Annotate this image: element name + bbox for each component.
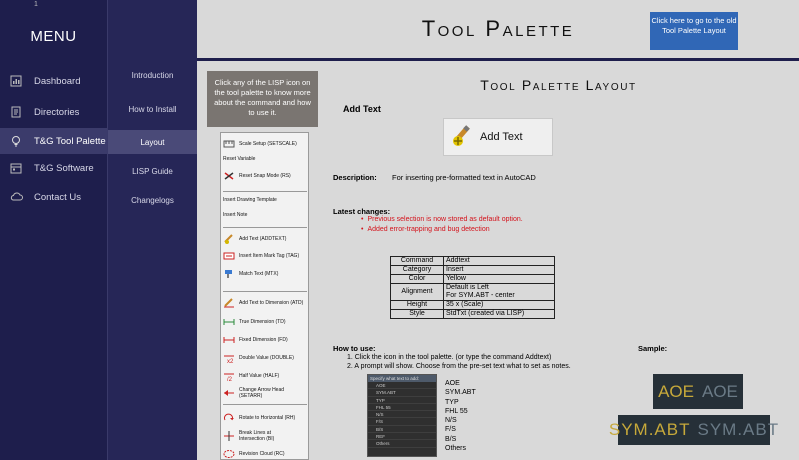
rotate-icon	[223, 413, 235, 423]
table-row: Color Yellow	[391, 275, 555, 284]
options-list: AOE SYM.ABT TYP FHL 55 N/S F/S B/S Others	[445, 380, 476, 453]
how-to-steps: 1. Click the icon in the tool palette. (or type the command Addtext) 2. A prompt will show. Choose from the pre-set text what to set as notes.	[347, 354, 571, 370]
reset-snap-icon	[223, 171, 235, 181]
palette-item-half[interactable]: /2 Half Value (HALF)	[223, 371, 279, 381]
description-text: For inserting pre-formatted text in AutoCAD	[392, 173, 536, 182]
sidebar-item-label: Contact Us	[34, 191, 81, 203]
table-row: Category Insert	[391, 266, 555, 275]
sidebar-item-software[interactable]	[0, 155, 107, 181]
dashboard-icon	[9, 74, 23, 88]
sample-symabt-image: SYM.ABT SYM.ABT	[618, 415, 770, 445]
palette-item-reset-variable[interactable]: Reset Variable	[223, 156, 256, 162]
changes-list	[361, 215, 523, 235]
palette-item-atd[interactable]: Add Text to Dimension (ATD)	[223, 298, 303, 308]
half-icon	[223, 371, 235, 381]
palette-item-fd[interactable]: Fixed Dimension (FD)	[223, 335, 288, 345]
palette-hint: Click any of the LISP icon on the tool palette to know more about the command and how to use it.	[207, 71, 318, 127]
scale-icon	[223, 139, 235, 149]
table-row: Style StdTxt (created via LISP)	[391, 310, 555, 319]
cloud-icon	[9, 190, 23, 204]
dimension-icon	[223, 317, 235, 327]
menu-title: MENU	[30, 28, 77, 45]
palette-item-insert-note[interactable]: Insert Note	[223, 212, 248, 218]
sample-aoe-image: AOE AOE	[653, 374, 743, 409]
add-text-button[interactable]	[443, 118, 553, 156]
svg-text:/2: /2	[227, 377, 233, 381]
svg-text:x2: x2	[227, 359, 234, 363]
dimension-text-icon	[223, 298, 235, 308]
sidebar-item-dashboard[interactable]	[0, 68, 107, 94]
palette-item-td[interactable]: True Dimension (TD)	[223, 317, 286, 327]
command-heading: Add Text	[343, 104, 381, 114]
pencil-plus-icon	[450, 123, 476, 152]
sample-label: Sample:	[638, 344, 668, 353]
palette-item-tag[interactable]: Insert Item Mark Tag (TAG)	[223, 251, 299, 261]
calendar-icon	[9, 161, 23, 175]
sidebar-item-label: T&G Tool Palette	[34, 135, 106, 147]
brush-icon	[223, 269, 235, 279]
subnav-changelogs[interactable]: Changelogs	[131, 195, 174, 205]
section-title: Tool Palette Layout	[480, 77, 637, 93]
prompt-screenshot: Specify what text to add: AOE SYM.ABT TYP FHL 55 N/S F/S B/S REF Others	[367, 374, 437, 457]
sidebar-item-label: Dashboard	[34, 75, 81, 87]
main-content	[318, 61, 799, 460]
arrowhead-icon	[223, 388, 235, 398]
properties-table	[390, 256, 555, 319]
page-header	[197, 0, 799, 58]
sub-sidebar	[107, 0, 197, 460]
list-item: • Added error-trapping and bug detection	[361, 225, 523, 235]
palette-item-setarr[interactable]: Change Arrow Head (SETARR)	[223, 387, 293, 399]
palette-item-match-text[interactable]: Match Text (MTX)	[223, 269, 278, 279]
add-text-button-label: Add Text	[480, 131, 523, 143]
bulb-icon	[9, 134, 23, 148]
sidebar-item-label: Directories	[34, 106, 80, 118]
main-sidebar: 1 MENU Dashboard Directories T&G Tool Palette T&G Software Contact Us	[0, 0, 107, 460]
palette-item-rh[interactable]: Rotate to Horizontal (RH)	[223, 413, 295, 423]
revision-cloud-icon	[223, 449, 235, 459]
subnav-lisp-guide[interactable]: LISP Guide	[132, 166, 173, 176]
palette-item-setscale[interactable]: Scale Setup (SETSCALE)	[223, 139, 297, 149]
table-row: Height 35 x (Scale)	[391, 301, 555, 310]
sidebar-item-tool-palette[interactable]	[0, 128, 107, 154]
sidebar-item-directories[interactable]	[0, 99, 107, 125]
tag-icon	[223, 251, 235, 261]
subnav-layout[interactable]: Layout	[108, 130, 197, 154]
how-to-use-label: How to use:	[333, 344, 376, 353]
page-title: Tool Palette	[421, 16, 575, 41]
folder-icon	[9, 105, 23, 119]
palette-item-bi[interactable]: Break Lines at Intersection (BI)	[223, 430, 297, 442]
sidebar-item-label: T&G Software	[34, 162, 94, 174]
break-lines-icon	[223, 431, 235, 441]
subnav-introduction[interactable]: Introduction	[131, 70, 174, 80]
palette-item-insert-template[interactable]: Insert Drawing Template	[223, 197, 277, 203]
go-old-layout-button[interactable]: Click here to go to the old Tool Palette Layout	[650, 12, 738, 50]
fixed-dimension-icon	[223, 335, 235, 345]
double-icon	[223, 353, 235, 363]
changes-label: Latest changes:	[333, 207, 391, 216]
sidebar-item-contact[interactable]	[0, 184, 107, 210]
list-item: • Previous selection is now stored as default option.	[361, 215, 523, 225]
palette-item-reset-snap[interactable]: Reset Snap Mode (RS)	[223, 171, 291, 181]
description-label: Description:	[333, 173, 377, 182]
tool-palette	[220, 132, 309, 460]
subnav-how-to-install[interactable]: How to Install	[128, 104, 177, 114]
palette-item-double[interactable]: x2 Double Value (DOUBLE)	[223, 353, 294, 363]
palette-item-rc[interactable]: Revision Cloud (RC)	[223, 449, 285, 459]
pencil-plus-icon	[223, 234, 235, 244]
table-row: Command Addtext	[391, 257, 555, 266]
table-row: Alignment Default is Left For SYM.ABT - center	[391, 284, 555, 301]
palette-item-addtext[interactable]: Add Text (ADDTEXT)	[223, 234, 286, 244]
